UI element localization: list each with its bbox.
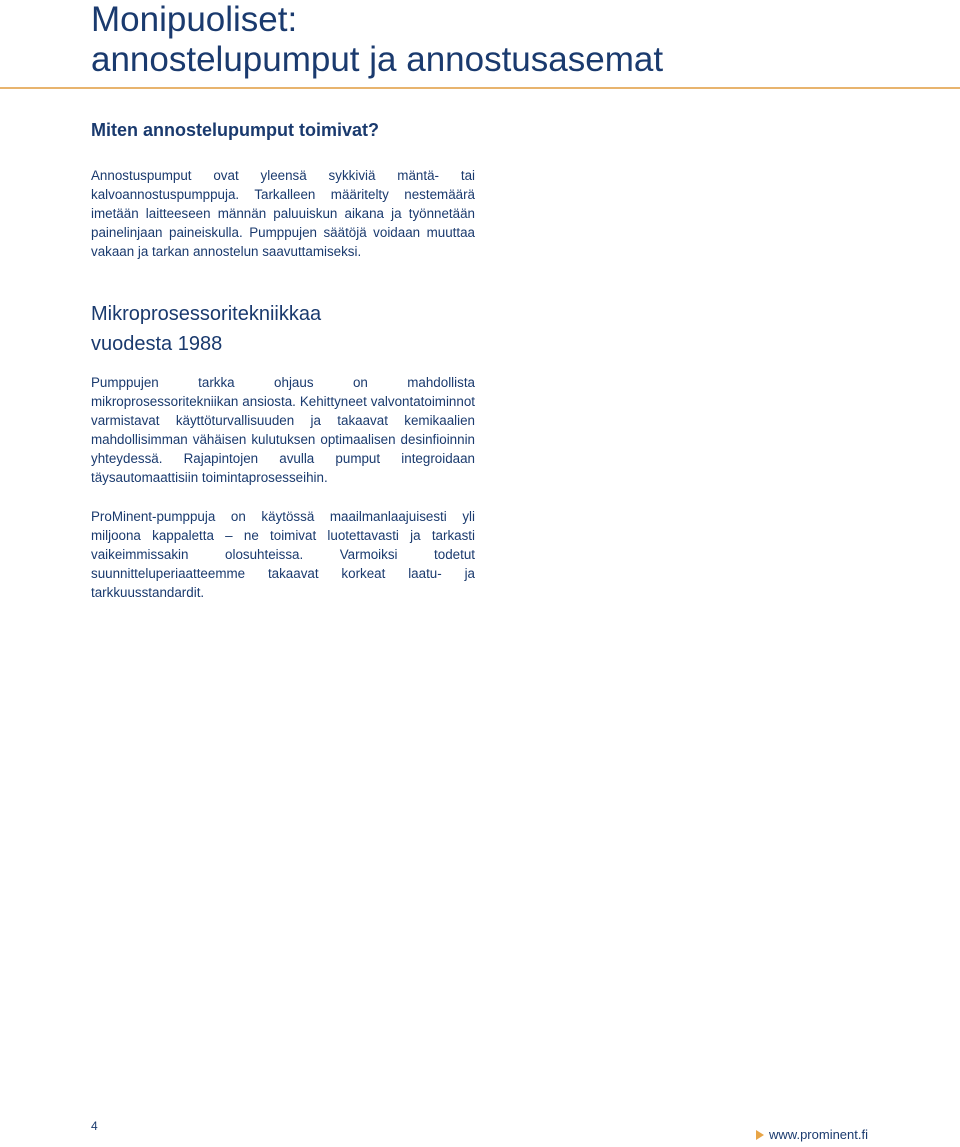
section-heading-microprocessor-line-2: vuodesta 1988 (91, 333, 223, 355)
page-title (91, 0, 931, 80)
paragraph-prominent: ProMinent-pumppuja on käytössä maailmanlaajuisesti yli miljoona kappaletta – ne toimivat luotettavasti ja tarkasti vaikeimmissakin olosuhteissa. Varmoiksi todetut suunnitteluperiaatteemme takaavat korkeat laatu- ja tarkkuusstandardit. (91, 509, 475, 600)
paragraph-microprocessor: Pumppujen tarkka ohjaus on mahdollista mikroprosessoritekniikan ansiosta. Kehittyneet valvontatoiminnot varmistavat käyttöturvallisuuden ja takaavat kemikaalien mahdollisimman vähäisen kulutuksen optimaalisen desinfioinnin yhteydessä. Rajapintojen avulla pumput integroidaan täysautomaattisiin toimintaprosesseihin. (91, 375, 475, 485)
page-title-line-2: annostelupumput ja annostusasemat (91, 40, 664, 79)
section-heading-microprocessor (91, 299, 475, 359)
website-link-label: www.prominent.fi (769, 1127, 868, 1142)
arrow-right-icon (756, 1130, 764, 1140)
page-number: 4 (91, 1119, 98, 1133)
page-title-line-1: Monipuoliset: (91, 0, 298, 39)
main-content (91, 118, 475, 602)
paragraph-how-pumps-work: Annostuspumput ovat yleensä sykkiviä mäntä- tai kalvoannostuspumppuja. Tarkalleen määritelty nestemäärä imetään laitteeseen männän paluuiskun aikana ja työnnetään painelinjaan paineiskulla. Pumppujen säätöjä voidaan muuttaa vakaan ja tarkan annostelun saavuttamiseksi. (91, 168, 475, 259)
website-link[interactable] (756, 1127, 868, 1142)
title-divider (0, 87, 960, 89)
section-heading-microprocessor-line-1: Mikroprosessoritekniikkaa (91, 303, 322, 325)
section-heading-how-pumps-work: Miten annostelupumput toimivat? (91, 120, 379, 140)
